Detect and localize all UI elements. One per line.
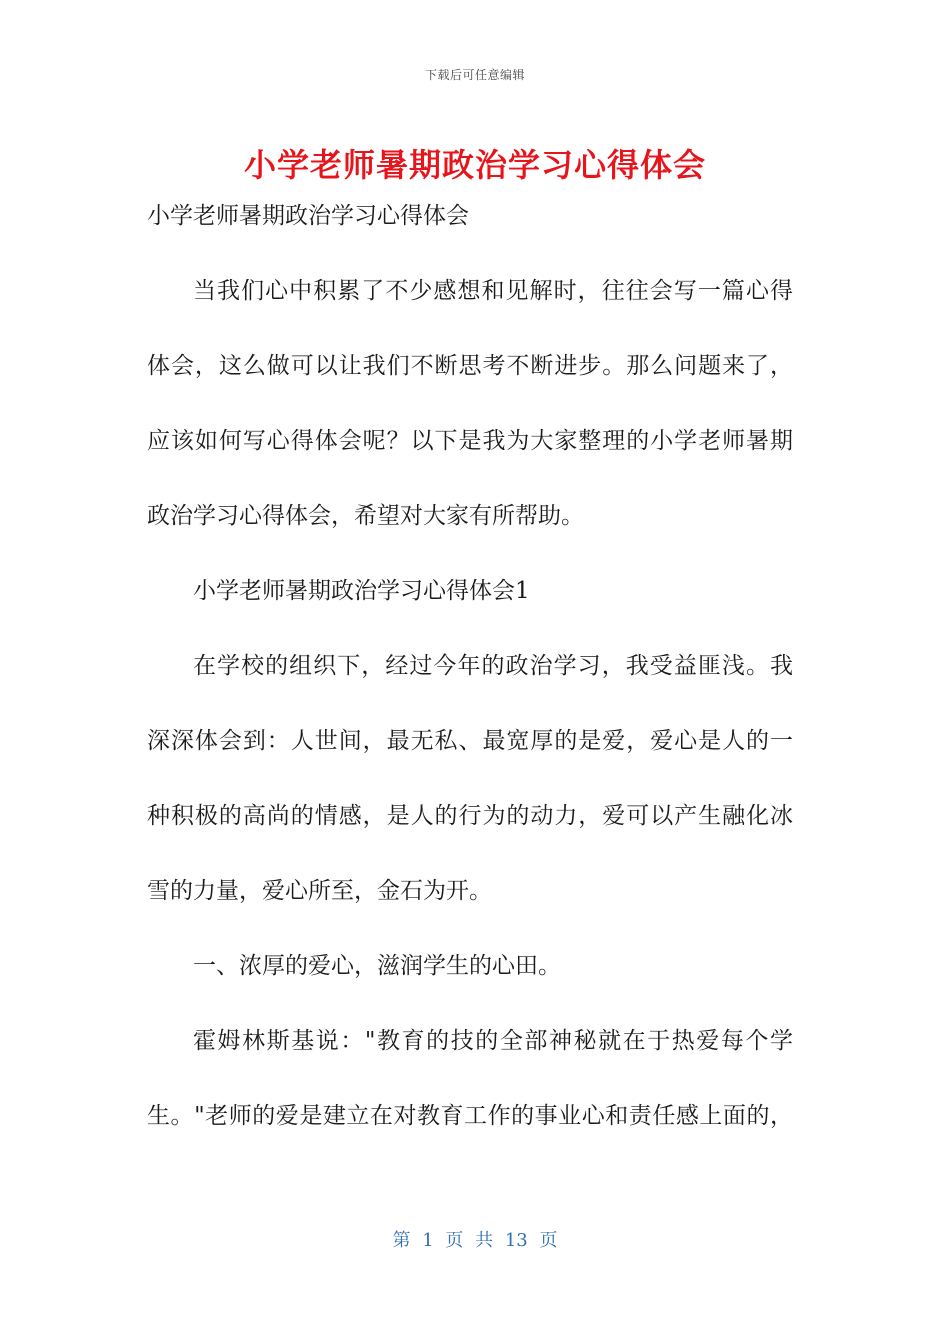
paragraph-line: 政治学习心得体会，希望对大家有所帮助。	[147, 503, 584, 529]
paragraph-line: 体会，这么做可以让我们不断思考不断进步。那么问题来了，	[147, 353, 793, 379]
subtitle-line: 小学老师暑期政治学习心得体会	[147, 203, 469, 229]
paragraph-line: 当我们心中积累了不少感想和见解时，往往会写一篇心得	[193, 278, 793, 304]
paragraph-line: 霍姆林斯基说："教育的技的全部神秘就在于热爱每个学	[193, 1028, 793, 1054]
header-note: 下载后可任意编辑	[424, 68, 525, 82]
document-body	[147, 198, 793, 1135]
paragraph-line: 深深体会到：人世间，最无私、最宽厚的是爱，爱心是人的一	[147, 728, 793, 754]
subsection-heading: 一、浓厚的爱心，滋润学生的心田。	[193, 953, 561, 979]
paragraph-line: 生。"老师的爱是建立在对教育工作的事业心和责任感上面的，	[147, 1103, 793, 1129]
section-heading: 小学老师暑期政治学习心得体会1	[193, 578, 530, 604]
paragraph-line: 在学校的组织下，经过今年的政治学习，我受益匪浅。我	[193, 653, 793, 679]
page-number: 第 1 页 共 13 页	[392, 1230, 558, 1251]
paragraph-line: 雪的力量，爱心所至，金石为开。	[147, 878, 492, 904]
document-title: 小学老师暑期政治学习心得体会	[243, 146, 706, 184]
paragraph-line: 种积极的高尚的情感，是人的行为的动力，爱可以产生融化冰	[147, 803, 793, 829]
paragraph-line: 应该如何写心得体会呢？以下是我为大家整理的小学老师暑期	[147, 428, 793, 454]
